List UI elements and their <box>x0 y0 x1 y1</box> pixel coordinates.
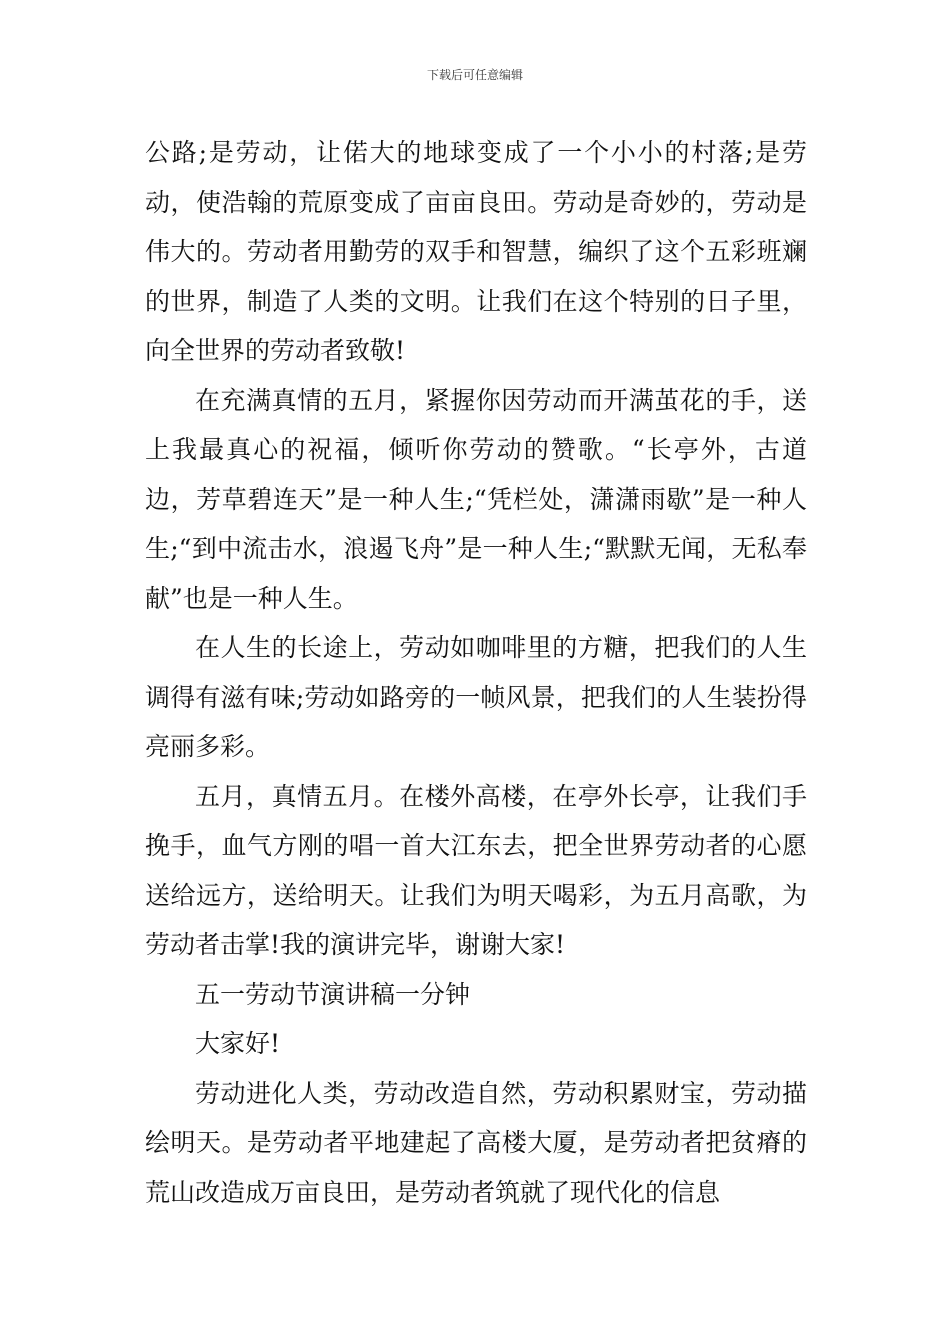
greeting: 大家好! <box>195 1029 281 1058</box>
header-note: 下载后可任意编辑 <box>426 68 523 82</box>
section-heading: 五一劳动节演讲稿一分钟 <box>195 979 471 1009</box>
paragraph: 劳动进化人类，劳动改造自然，劳动积累财宝，劳动描绘明天。是劳动者平地建起了高楼大厦，是劳动者把贫瘠的荒山改造成万亩良田，是劳动者筑就了现代化的信息 <box>145 1078 807 1207</box>
paragraph: 在充满真情的五月，紧握你因劳动而开满茧花的手，送上我最真心的祝福，倾听你劳动的赞歌。“长亭外，古道边，芳草碧连天”是一种人生;“凭栏处，潇潇雨歇”是一种人生;“到中流击水，浪遏飞舟”是一种人生;“默默无闻，无私奉献”也是一种人生。 <box>145 385 807 613</box>
paragraph: 在人生的长途上，劳动如咖啡里的方糖，把我们的人生调得有滋有味;劳动如路旁的一帧风景，把我们的人生装扮得亮丽多彩。 <box>145 633 807 761</box>
paragraph: 五月，真情五月。在楼外高楼，在亭外长亭，让我们手挽手，血气方刚的唱一首大江东去，把全世界劳动者的心愿送给远方，送给明天。让我们为明天喝彩，为五月高歌，为劳动者击掌!我的演讲完毕，谢谢大家! <box>145 781 807 959</box>
paragraph: 公路;是劳动，让偌大的地球变成了一个小小的村落;是劳动，使浩翰的荒原变成了亩亩良田。劳动是奇妙的，劳动是伟大的。劳动者用勤劳的双手和智慧，编织了这个五彩班斓的世界，制造了人类的文明。让我们在这个特别的日子里，向全世界的劳动者致敬! <box>145 138 807 365</box>
document-body <box>145 128 807 1217</box>
